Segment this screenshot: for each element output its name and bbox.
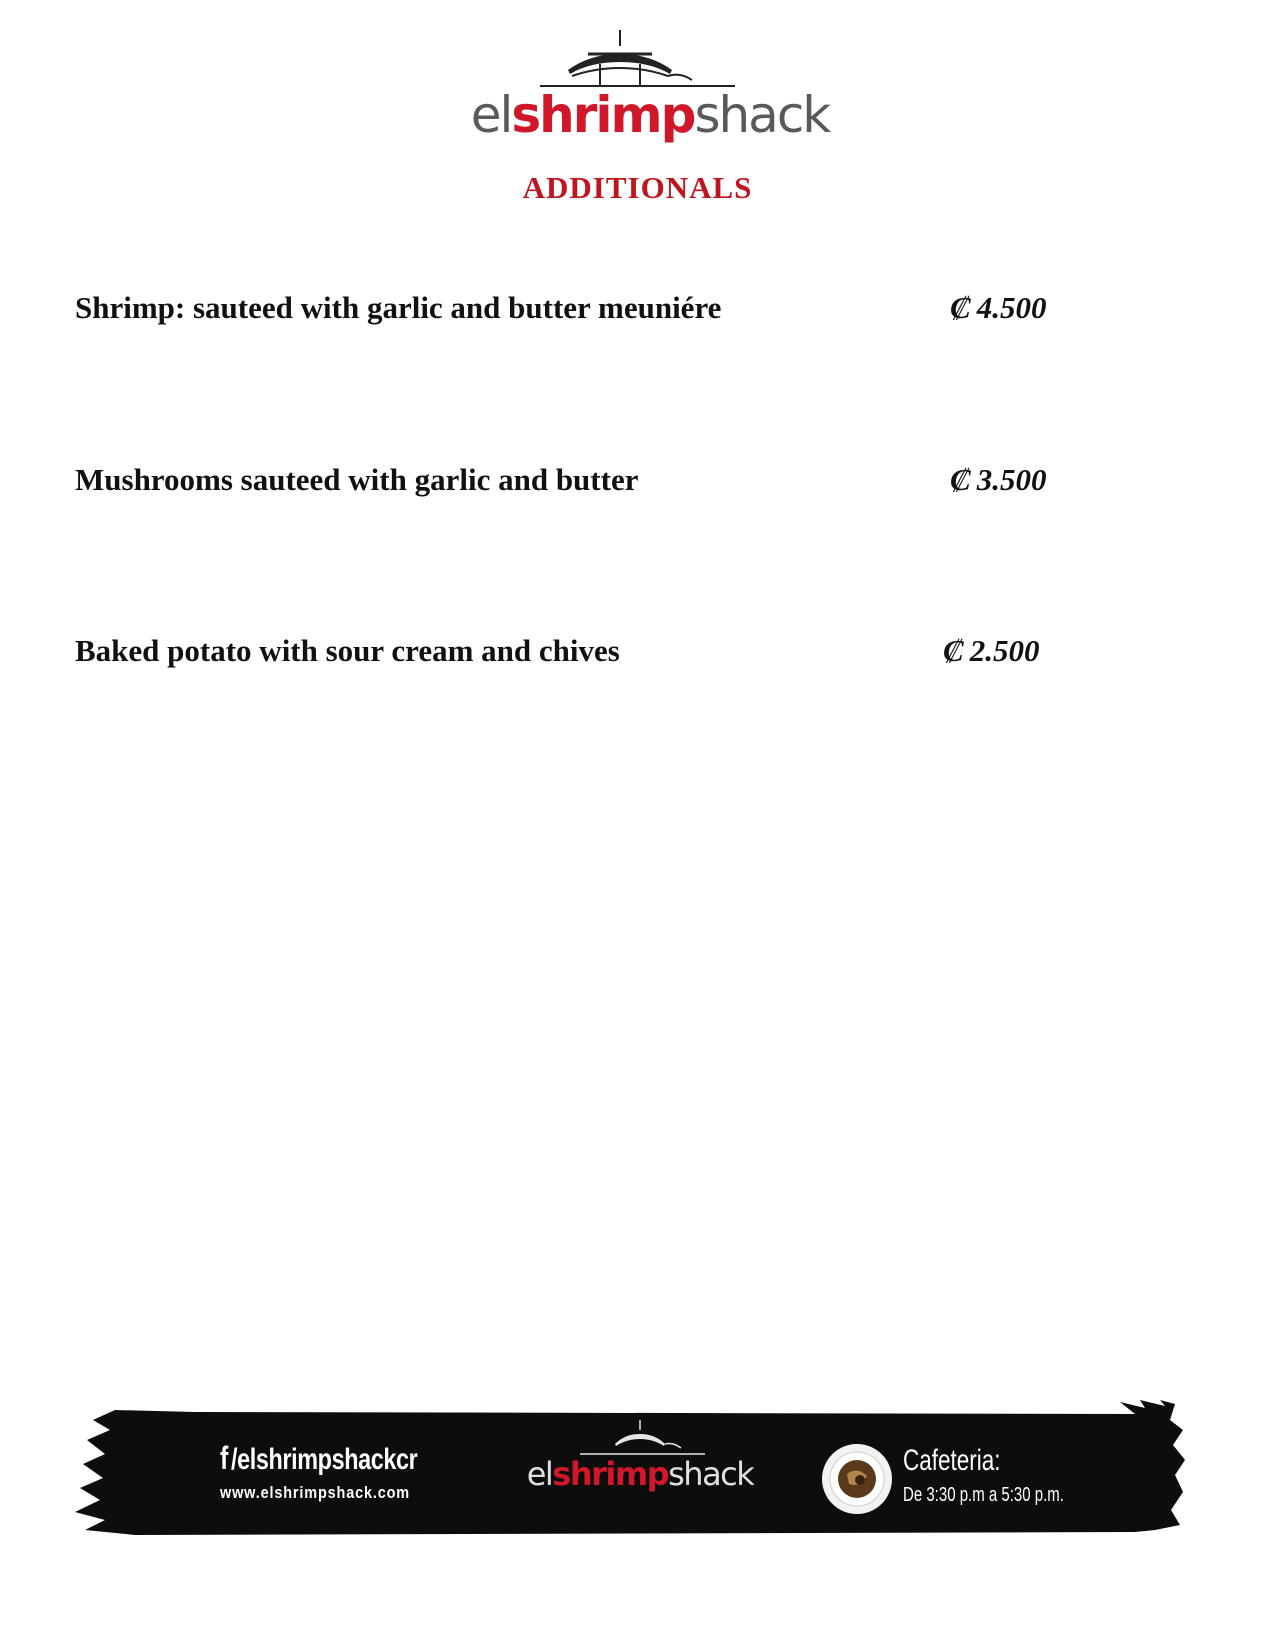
logo-wordmark: elshrimpshack	[470, 86, 830, 144]
item-price: ₡ 3.500	[950, 462, 1047, 497]
brand-logo	[470, 28, 830, 148]
item-name: Mushrooms sauteed with garlic and butter	[75, 462, 639, 497]
cafe-hours: De 3:30 p.m a 5:30 p.m.	[903, 1484, 1064, 1506]
shack-roof-icon	[525, 1420, 755, 1460]
facebook-handle[interactable]: /elshrimpshackcr	[231, 1443, 418, 1476]
website-link[interactable]: www.elshrimpshack.com	[220, 1483, 410, 1502]
cafeteria-info	[903, 1444, 1118, 1507]
coffee-cup-icon	[820, 1442, 894, 1516]
menu-item	[75, 462, 1115, 506]
menu-item	[75, 633, 1115, 677]
cafe-title: Cafeteria:	[903, 1444, 1001, 1477]
menu-item	[75, 290, 1115, 334]
section-title: ADDITIONALS	[522, 170, 753, 205]
social-info	[220, 1440, 473, 1503]
currency-symbol: ₡	[943, 633, 964, 668]
facebook-f-icon[interactable]: f	[220, 1440, 228, 1476]
item-name: Baked potato with sour cream and chives	[75, 633, 620, 668]
item-name: Shrimp: sauteed with garlic and butter meuniére	[75, 290, 722, 325]
currency-symbol: ₡	[950, 290, 971, 325]
footer-banner	[75, 1400, 1205, 1550]
item-price: ₡ 4.500	[950, 290, 1047, 325]
footer-logo	[525, 1420, 755, 1520]
footer-logo-wordmark: elshrimpshack	[526, 1455, 754, 1493]
currency-symbol: ₡	[950, 462, 971, 497]
item-price: ₡ 2.500	[943, 633, 1040, 668]
